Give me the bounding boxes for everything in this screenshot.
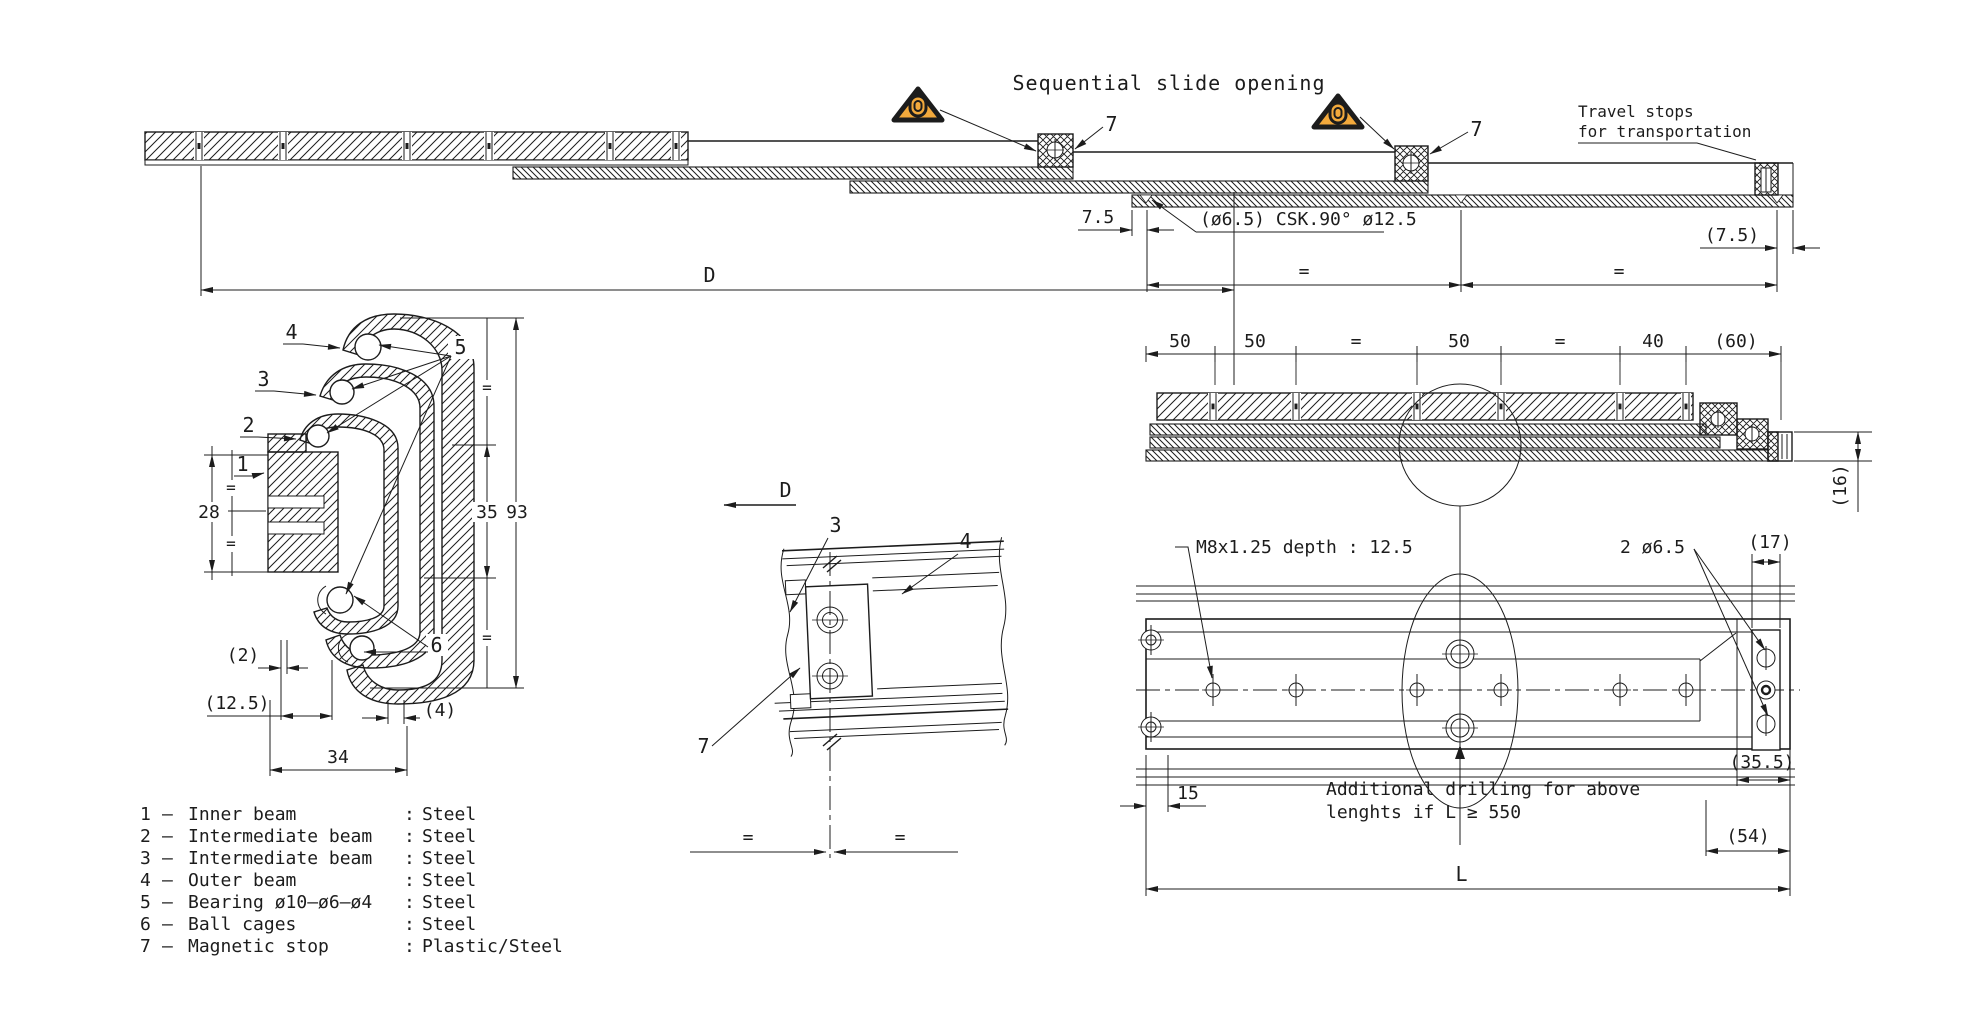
inner-beam-profile	[268, 434, 338, 572]
dim-equal: =	[742, 827, 754, 848]
separator-dash: –	[162, 914, 173, 935]
ball-cage	[1412, 393, 1422, 420]
leader-line	[1075, 127, 1103, 149]
dim-17-paren: (17)	[1748, 532, 1792, 553]
cross-section-view	[192, 314, 532, 776]
dim-50: 50	[1169, 331, 1191, 352]
warning-leader	[940, 110, 1036, 151]
detail-d-view	[690, 478, 1013, 858]
note-line2: lenghts if L ≥ 550	[1326, 802, 1522, 823]
part-label-5: 5	[454, 335, 468, 359]
outer-beam-extended	[145, 132, 688, 165]
dim-equal: =	[482, 628, 492, 647]
part-number: 3	[140, 848, 151, 869]
part-label-1: 1	[236, 452, 250, 476]
ball-cage	[605, 132, 615, 160]
dim-2-paren: (2)	[226, 645, 260, 666]
dim-equal: =	[226, 478, 236, 497]
ball-cage	[1208, 393, 1218, 420]
separator-colon: :	[404, 848, 415, 869]
view-direction-d	[724, 478, 796, 505]
parts-list-row	[140, 936, 563, 957]
warning-leader	[1360, 117, 1394, 149]
separator-colon: :	[404, 892, 415, 913]
ball-cage	[1681, 393, 1691, 420]
part-material: Steel	[422, 914, 477, 935]
leader-line	[712, 668, 800, 746]
mount-hole	[1406, 674, 1428, 706]
dim-34: 34	[327, 747, 349, 768]
drilling-plan-view	[1120, 532, 1800, 896]
top-view-extended-slide	[145, 71, 1820, 385]
part-material: Steel	[422, 804, 477, 825]
plate-holes	[1757, 646, 1775, 736]
travel-stops-note	[1578, 102, 1756, 160]
travel-stops-line1: Travel stops	[1578, 102, 1694, 121]
drill-bottom-dimensions	[1120, 749, 1795, 896]
end-hole	[1138, 625, 1164, 655]
m8-hole	[1442, 705, 1478, 751]
dim-L: L	[1455, 862, 1469, 886]
magnet-warning-icon	[894, 89, 942, 120]
dim-D: D	[703, 263, 717, 287]
separator-colon: :	[404, 914, 415, 935]
part-label-7: 7	[697, 734, 711, 758]
separator-colon: :	[404, 870, 415, 891]
part-label-7: 7	[1105, 112, 1119, 136]
dim-equal: =	[482, 378, 492, 397]
detail-rail-body	[768, 537, 1013, 757]
note-line1: Additional drilling for above	[1326, 779, 1641, 800]
dim-40: 40	[1642, 331, 1664, 352]
dim-16-vertical	[1794, 432, 1872, 512]
part-label-2: 2	[242, 413, 256, 437]
note-leader	[1578, 143, 1756, 160]
ball-cage	[194, 132, 204, 160]
dim-50: 50	[1244, 331, 1266, 352]
separator-dash: –	[162, 870, 173, 891]
part-name: Inner beam	[188, 804, 297, 825]
part-label-4: 4	[285, 320, 299, 344]
part-number: 2	[140, 826, 151, 847]
section-left-dimensions	[192, 446, 268, 580]
separator-colon: :	[404, 936, 415, 957]
travel-stop	[1755, 163, 1778, 195]
csk-callout: (ø6.5) CSK.90° ø12.5	[1200, 209, 1417, 230]
mount-hole	[1675, 674, 1697, 706]
dim-15: 15	[1177, 783, 1199, 804]
part-label-6: 6	[430, 633, 444, 657]
parts-list-row	[140, 848, 476, 869]
part-name: Intermediate beam	[188, 848, 373, 869]
part-name: Ball cages	[188, 914, 297, 935]
dim-7-5: 7.5	[1081, 207, 1115, 228]
dim-28: 28	[198, 502, 220, 523]
dim-equal: =	[1554, 331, 1566, 352]
separator-dash: –	[162, 848, 173, 869]
part-label-7: 7	[1470, 117, 1484, 141]
mount-hole	[1490, 674, 1512, 706]
part-name: Intermediate beam	[188, 826, 373, 847]
separator-colon: :	[404, 826, 415, 847]
dim-12-5-paren: (12.5)	[204, 693, 270, 714]
dim-16-paren: (16)	[1830, 464, 1851, 508]
bearing-ball	[327, 587, 353, 613]
part-label-4: 4	[959, 529, 973, 553]
ball-cage	[1291, 393, 1301, 420]
detail-bottom-dimension	[690, 827, 958, 852]
ball-cage	[671, 132, 681, 160]
separator-colon: :	[404, 804, 415, 825]
travel-stops-line2: for transportation	[1578, 122, 1752, 141]
part-label-3: 3	[257, 367, 271, 391]
part-number: 6	[140, 914, 151, 935]
part-number: 7	[140, 936, 151, 957]
dim-equal: =	[1350, 331, 1362, 352]
part-number: 1	[140, 804, 151, 825]
m8-hole	[1442, 631, 1478, 677]
section-bottom-dimensions	[204, 640, 456, 776]
two-holes-callout: 2 ø6.5	[1620, 537, 1686, 558]
ball-cage	[1615, 393, 1625, 420]
dim-equal: =	[1613, 261, 1625, 282]
part-number: 4	[140, 870, 151, 891]
bearing-ball	[355, 334, 381, 360]
drill-body-outline	[1136, 586, 1795, 785]
parts-list-row	[140, 892, 476, 913]
drill-callouts	[1175, 532, 1792, 716]
dim-60-paren: (60)	[1714, 331, 1758, 352]
side-view-body	[1146, 384, 1792, 506]
ball-cage	[402, 132, 412, 160]
bearing-ball	[330, 380, 354, 404]
leader-line	[1430, 132, 1468, 154]
view-label-D: D	[779, 478, 793, 502]
separator-dash: –	[162, 936, 173, 957]
separator-dash: –	[162, 892, 173, 913]
bearing-ball	[350, 636, 374, 660]
dim-equal: =	[894, 827, 906, 848]
bearing-ball	[307, 425, 329, 447]
mount-hole	[1609, 674, 1631, 706]
magnet-warning-icon	[1314, 96, 1362, 127]
mount-hole	[1202, 674, 1224, 706]
dim-35-5-paren: (35.5)	[1729, 752, 1795, 773]
part-number: 5	[140, 892, 151, 913]
part-material: Steel	[422, 892, 477, 913]
dim-7-5-paren: (7.5)	[1704, 225, 1760, 246]
dim-35: 35	[476, 502, 498, 523]
parts-list-row	[140, 914, 476, 935]
parts-list-row	[140, 826, 476, 847]
dim-50: 50	[1448, 331, 1470, 352]
part-label-3: 3	[829, 513, 843, 537]
parts-list-row	[140, 870, 476, 891]
dim-equal: =	[1298, 261, 1310, 282]
separator-dash: –	[162, 826, 173, 847]
travel-stop	[1768, 432, 1792, 461]
part-name: Outer beam	[188, 870, 297, 891]
m8-callout: M8x1.25 depth : 12.5	[1196, 537, 1413, 558]
part-name: Magnetic stop	[188, 936, 329, 957]
part-material: Steel	[422, 870, 477, 891]
ball-cage	[484, 132, 494, 160]
parts-list	[140, 804, 563, 957]
ball-cage	[278, 132, 288, 160]
parts-list-row	[140, 804, 476, 825]
dim-4-paren: (4)	[423, 700, 457, 721]
mount-hole	[1285, 674, 1307, 706]
dim-equal: =	[226, 534, 236, 553]
dim-54-paren: (54)	[1726, 826, 1770, 847]
separator-dash: –	[162, 804, 173, 825]
part-material: Steel	[422, 848, 477, 869]
dim-93: 93	[506, 502, 528, 523]
part-name: Bearing ø10–ø6–ø4	[188, 892, 373, 913]
part-material: Plastic/Steel	[422, 936, 563, 957]
top-view-title: Sequential slide opening	[1012, 71, 1326, 95]
part-material: Steel	[422, 826, 477, 847]
